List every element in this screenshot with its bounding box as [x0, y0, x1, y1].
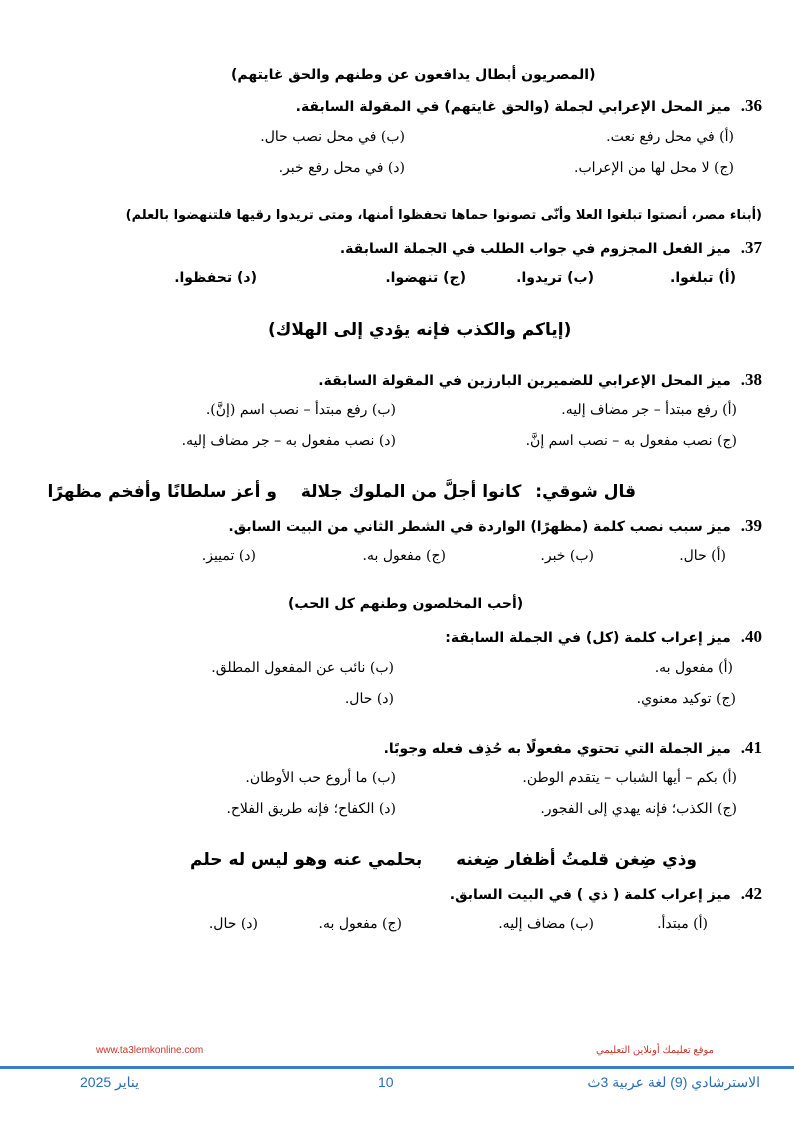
option-d: (د) حال. [208, 916, 258, 932]
option-b: (ب) تريدوا. [516, 270, 594, 286]
option-b: (ب) رفع مبتدأ – نصب اسم (إنَّ). [205, 402, 396, 418]
option-c: (ج) مفعول به. [318, 916, 402, 932]
question-stem: ميز إعراب كلمة (كل) في الجملة السابقة: [445, 630, 731, 646]
exam-title: الاسترشادي (9) لغة عربية 3ث [587, 1074, 760, 1090]
question-number: 40. [740, 627, 762, 646]
option-a: (أ) في محل رفع نعت. [606, 129, 734, 145]
site-url-link[interactable]: www.ta3lemkonline.com [96, 1045, 204, 1056]
question-42 [450, 884, 762, 904]
question-number: 39. [740, 516, 762, 535]
question-40 [445, 627, 762, 647]
question-number: 38. [740, 370, 762, 389]
option-d: (د) في محل رفع خبر. [278, 160, 405, 176]
option-c: (ج) نصب مفعول به – نصب اسم إنَّ. [525, 433, 737, 449]
question-36 [296, 96, 762, 116]
question-39 [228, 516, 762, 536]
verse-second-hemistich: بحلمي عنه وهو ليس له حلم [190, 850, 423, 870]
question-number: 41. [740, 738, 762, 757]
option-a: (أ) مبتدأ. [657, 916, 708, 932]
footer-divider [0, 1066, 794, 1069]
option-a: (أ) تبلغوا. [670, 270, 736, 286]
page-number: 10 [378, 1074, 394, 1090]
option-d: (د) الكفاح؛ فإنه طريق الفلاح. [226, 801, 396, 817]
option-b: (ب) ما أروع حب الأوطان. [245, 770, 396, 786]
question-stem: ميز الجملة التي تحتوي مفعولًا به حُذِف فعله وجوبًا. [383, 741, 731, 757]
passage-39 [47, 482, 636, 502]
verse-42 [190, 850, 697, 870]
question-stem: ميز سبب نصب كلمة (مظهرًا) الواردة في الشطر الثاني من البيت السابق. [228, 519, 731, 535]
exam-date: يناير 2025 [80, 1074, 140, 1090]
verse-first-hemistich: كانوا أجلَّ من الملوك جلالة [300, 482, 522, 502]
option-d: (د) تحفظوا. [174, 270, 257, 286]
option-a: (أ) رفع مبتدأ – جر مضاف إليه. [561, 402, 737, 418]
option-a: (أ) بكم – أيها الشباب – يتقدم الوطن. [522, 770, 737, 786]
option-c: (ج) لا محل لها من الإعراب. [574, 160, 734, 176]
option-d: (د) تمييز. [201, 548, 256, 564]
option-a: (أ) حال. [679, 548, 726, 564]
site-name-link[interactable]: موقع تعليمك أونلاين التعليمي [596, 1045, 714, 1056]
passage-36: (المصريون أبطال يدافعون عن وطنهم والحق غايتهم) [231, 67, 596, 83]
option-b: (ب) خبر. [540, 548, 594, 564]
question-number: 42. [740, 884, 762, 903]
question-37 [340, 238, 762, 258]
option-d: (د) حال. [344, 691, 394, 707]
option-d: (د) نصب مفعول به – جر مضاف إليه. [181, 433, 396, 449]
option-c: (ج) مفعول به. [362, 548, 446, 564]
option-a: (أ) مفعول به. [654, 660, 733, 676]
poet-label: قال شوقي: [535, 482, 636, 502]
question-stem: ميز الفعل المجزوم في جواب الطلب في الجملة السابقة. [339, 241, 731, 257]
verse-second-hemistich: و أعز سلطانًا وأفخم مظهرًا [47, 482, 277, 502]
option-c: (ج) الكذب؛ فإنه يهدي إلى الفجور. [540, 801, 737, 817]
question-number: 37. [740, 238, 762, 257]
option-c: (ج) تنهضوا. [385, 270, 466, 286]
question-stem: ميز المحل الإعرابي للضميرين البارزين في المقولة السابقة. [318, 373, 731, 389]
verse-first-hemistich: وذي ضِغن قلمتُ أظفار ضِغنه [456, 850, 697, 870]
passage-40: (أحب المخلصون وطنهم كل الحب) [288, 596, 524, 612]
question-stem: ميز إعراب كلمة ( ذي ) في البيت السابق. [449, 887, 731, 903]
question-38 [318, 370, 762, 390]
question-41 [384, 738, 762, 758]
option-c: (ج) توكيد معنوي. [636, 691, 736, 707]
passage-37: (أبناء مصر، أنصتوا تبلغوا العلا وأنّى تصونوا حماها تحفظوا أمنها، ومتى تريدوا رقيها فلتنهضوا بالعلم) [125, 208, 762, 223]
question-number: 36. [740, 96, 762, 115]
option-b: (ب) في محل نصب حال. [260, 129, 405, 145]
option-b: (ب) نائب عن المفعول المطلق. [211, 660, 394, 676]
option-b: (ب) مضاف إليه. [498, 916, 594, 932]
passage-38: (إياكم والكذب فإنه يؤدي إلى الهلاك) [268, 320, 572, 340]
question-stem: ميز المحل الإعرابي لجملة (والحق غايتهم) في المقولة السابقة. [295, 99, 731, 115]
